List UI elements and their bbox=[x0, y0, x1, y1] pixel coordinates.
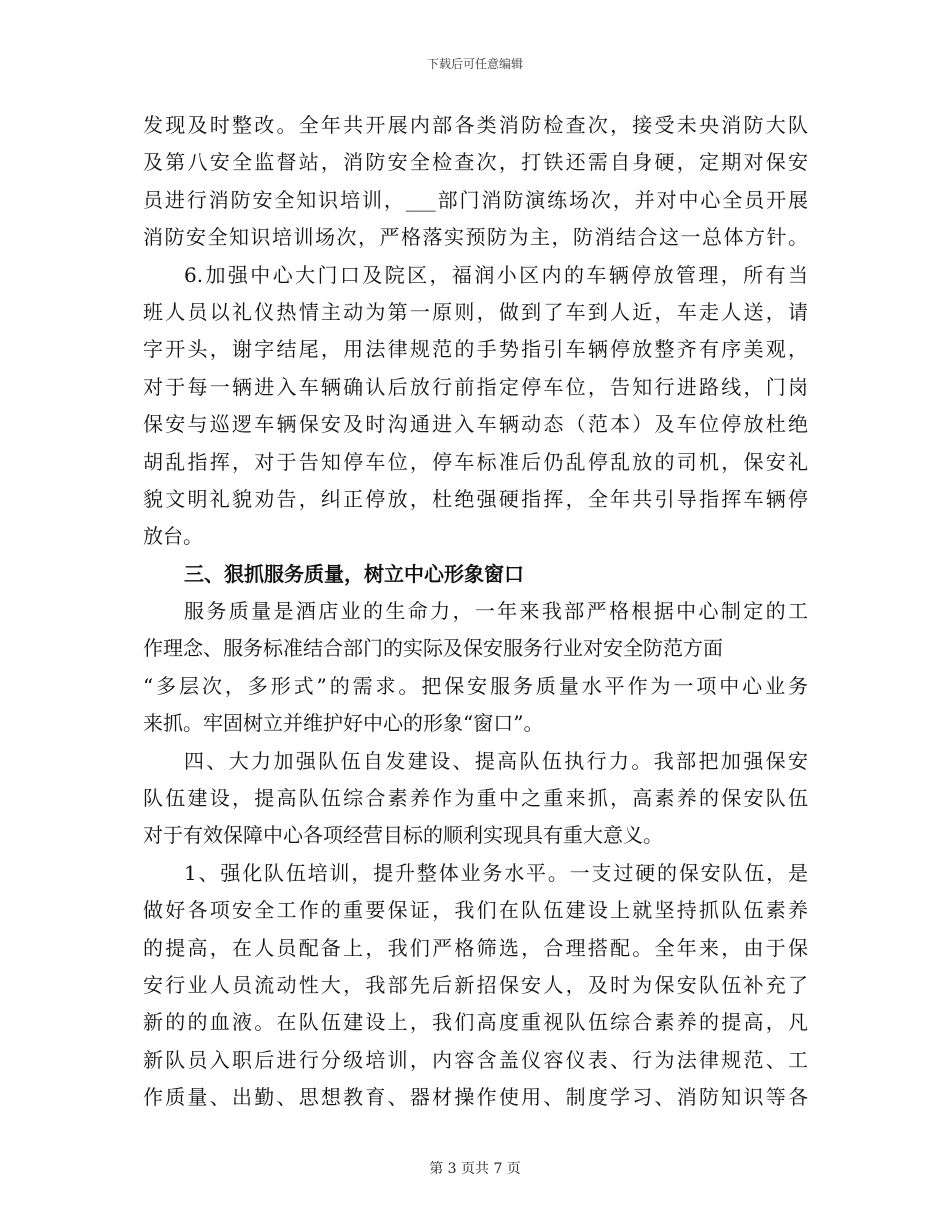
paragraph-line: 对于每一辆进入车辆确认后放行前指定停车位，告知行进路线，门岗 bbox=[143, 374, 808, 399]
paragraph-line: 的提高，在人员配备上，我们严格筛选，合理搭配。全年来，由于保 bbox=[143, 935, 808, 960]
paragraph-line: 发现及时整改。全年共开展内部各类消防检查次，接受未央消防大队 bbox=[143, 113, 808, 137]
paragraph-line: 及第八安全监督站，消防安全检查次，打铁还需自身硬，定期对保安 bbox=[143, 150, 808, 175]
paragraph-line: 放台。 bbox=[143, 524, 203, 549]
paragraph-line: 消防安全知识培训场次，严格落实预防为主，防消结合这一总体方针。 bbox=[143, 225, 808, 250]
paragraph-line: 服务质量是酒店业的生命力，一年来我部严格根据中心制定的工 bbox=[184, 599, 808, 624]
paragraph-line: 貌文明礼貌劝告，纠正停放，杜绝强硬指挥，全年共引导指挥车辆停 bbox=[143, 486, 808, 511]
paragraph-line: 新的的血液。在队伍建设上，我们高度重视队伍综合素养的提高，凡 bbox=[143, 1010, 808, 1035]
paragraph-line: 员进行消防安全知识培训，___部门消防演练场次，并对中心全员开展 bbox=[143, 187, 808, 212]
paragraph-line: 作理念、服务标准结合部门的实际及保安服务行业对安全防范方面 bbox=[143, 636, 723, 661]
paragraph-line: 来抓。牢固树立并维护好中心的形象“窗口”。 bbox=[143, 711, 544, 736]
document-body bbox=[143, 107, 808, 1117]
section-heading: 三、狠抓服务质量，树立中心形象窗口 bbox=[184, 561, 524, 586]
paragraph-line: 字开头，谢字结尾，用法律规范的手势指引车辆停放整齐有序美观， bbox=[143, 337, 808, 362]
paragraph-line: 6.加强中心大门口及院区，福润小区内的车辆停放管理，所有当 bbox=[184, 262, 808, 287]
paragraph-line: 作质量、出勤、思想教育、器材操作使用、制度学习、消防知识等各 bbox=[143, 1085, 808, 1110]
paragraph-line: 胡乱指挥，对于告知停车位，停车标准后仍乱停乱放的司机，保安礼 bbox=[143, 449, 808, 474]
paragraph-line: 保安与巡逻车辆保安及时沟通进入车辆动态（范本）及车位停放杜绝 bbox=[143, 412, 808, 437]
paragraph-line: “多层次，多形式”的需求。把保安服务质量水平作为一项中心业务 bbox=[143, 673, 808, 698]
page-footer: 第 3 页共 7 页 bbox=[429, 1161, 521, 1177]
paragraph-line: 安行业人员流动性大，我部先后新招保安人，及时为保安队伍补充了 bbox=[143, 972, 808, 997]
paragraph-line: 对于有效保障中心各项经营目标的顺利实现具有重大意义。 bbox=[143, 823, 663, 848]
paragraph-line: 队伍建设，提高队伍综合素养作为重中之重来抓，高素养的保安队伍 bbox=[143, 786, 808, 811]
paragraph-line: 四、大力加强队伍自发建设、提高队伍执行力。我部把加强保安 bbox=[184, 748, 808, 773]
paragraph-line: 做好各项安全工作的重要保证，我们在队伍建设上就坚持抓队伍素养 bbox=[143, 898, 808, 923]
page-header-note: 下载后可任意编辑 bbox=[426, 57, 523, 71]
paragraph-line: 1、强化队伍培训，提升整体业务水平。一支过硬的保安队伍，是 bbox=[184, 860, 808, 885]
paragraph-line: 新队员入职后进行分级培训，内容含盖仪容仪表、行为法律规范、工 bbox=[143, 1047, 808, 1072]
paragraph-line: 班人员以礼仪热情主动为第一原则，做到了车到人近，车走人送，请 bbox=[143, 299, 808, 324]
